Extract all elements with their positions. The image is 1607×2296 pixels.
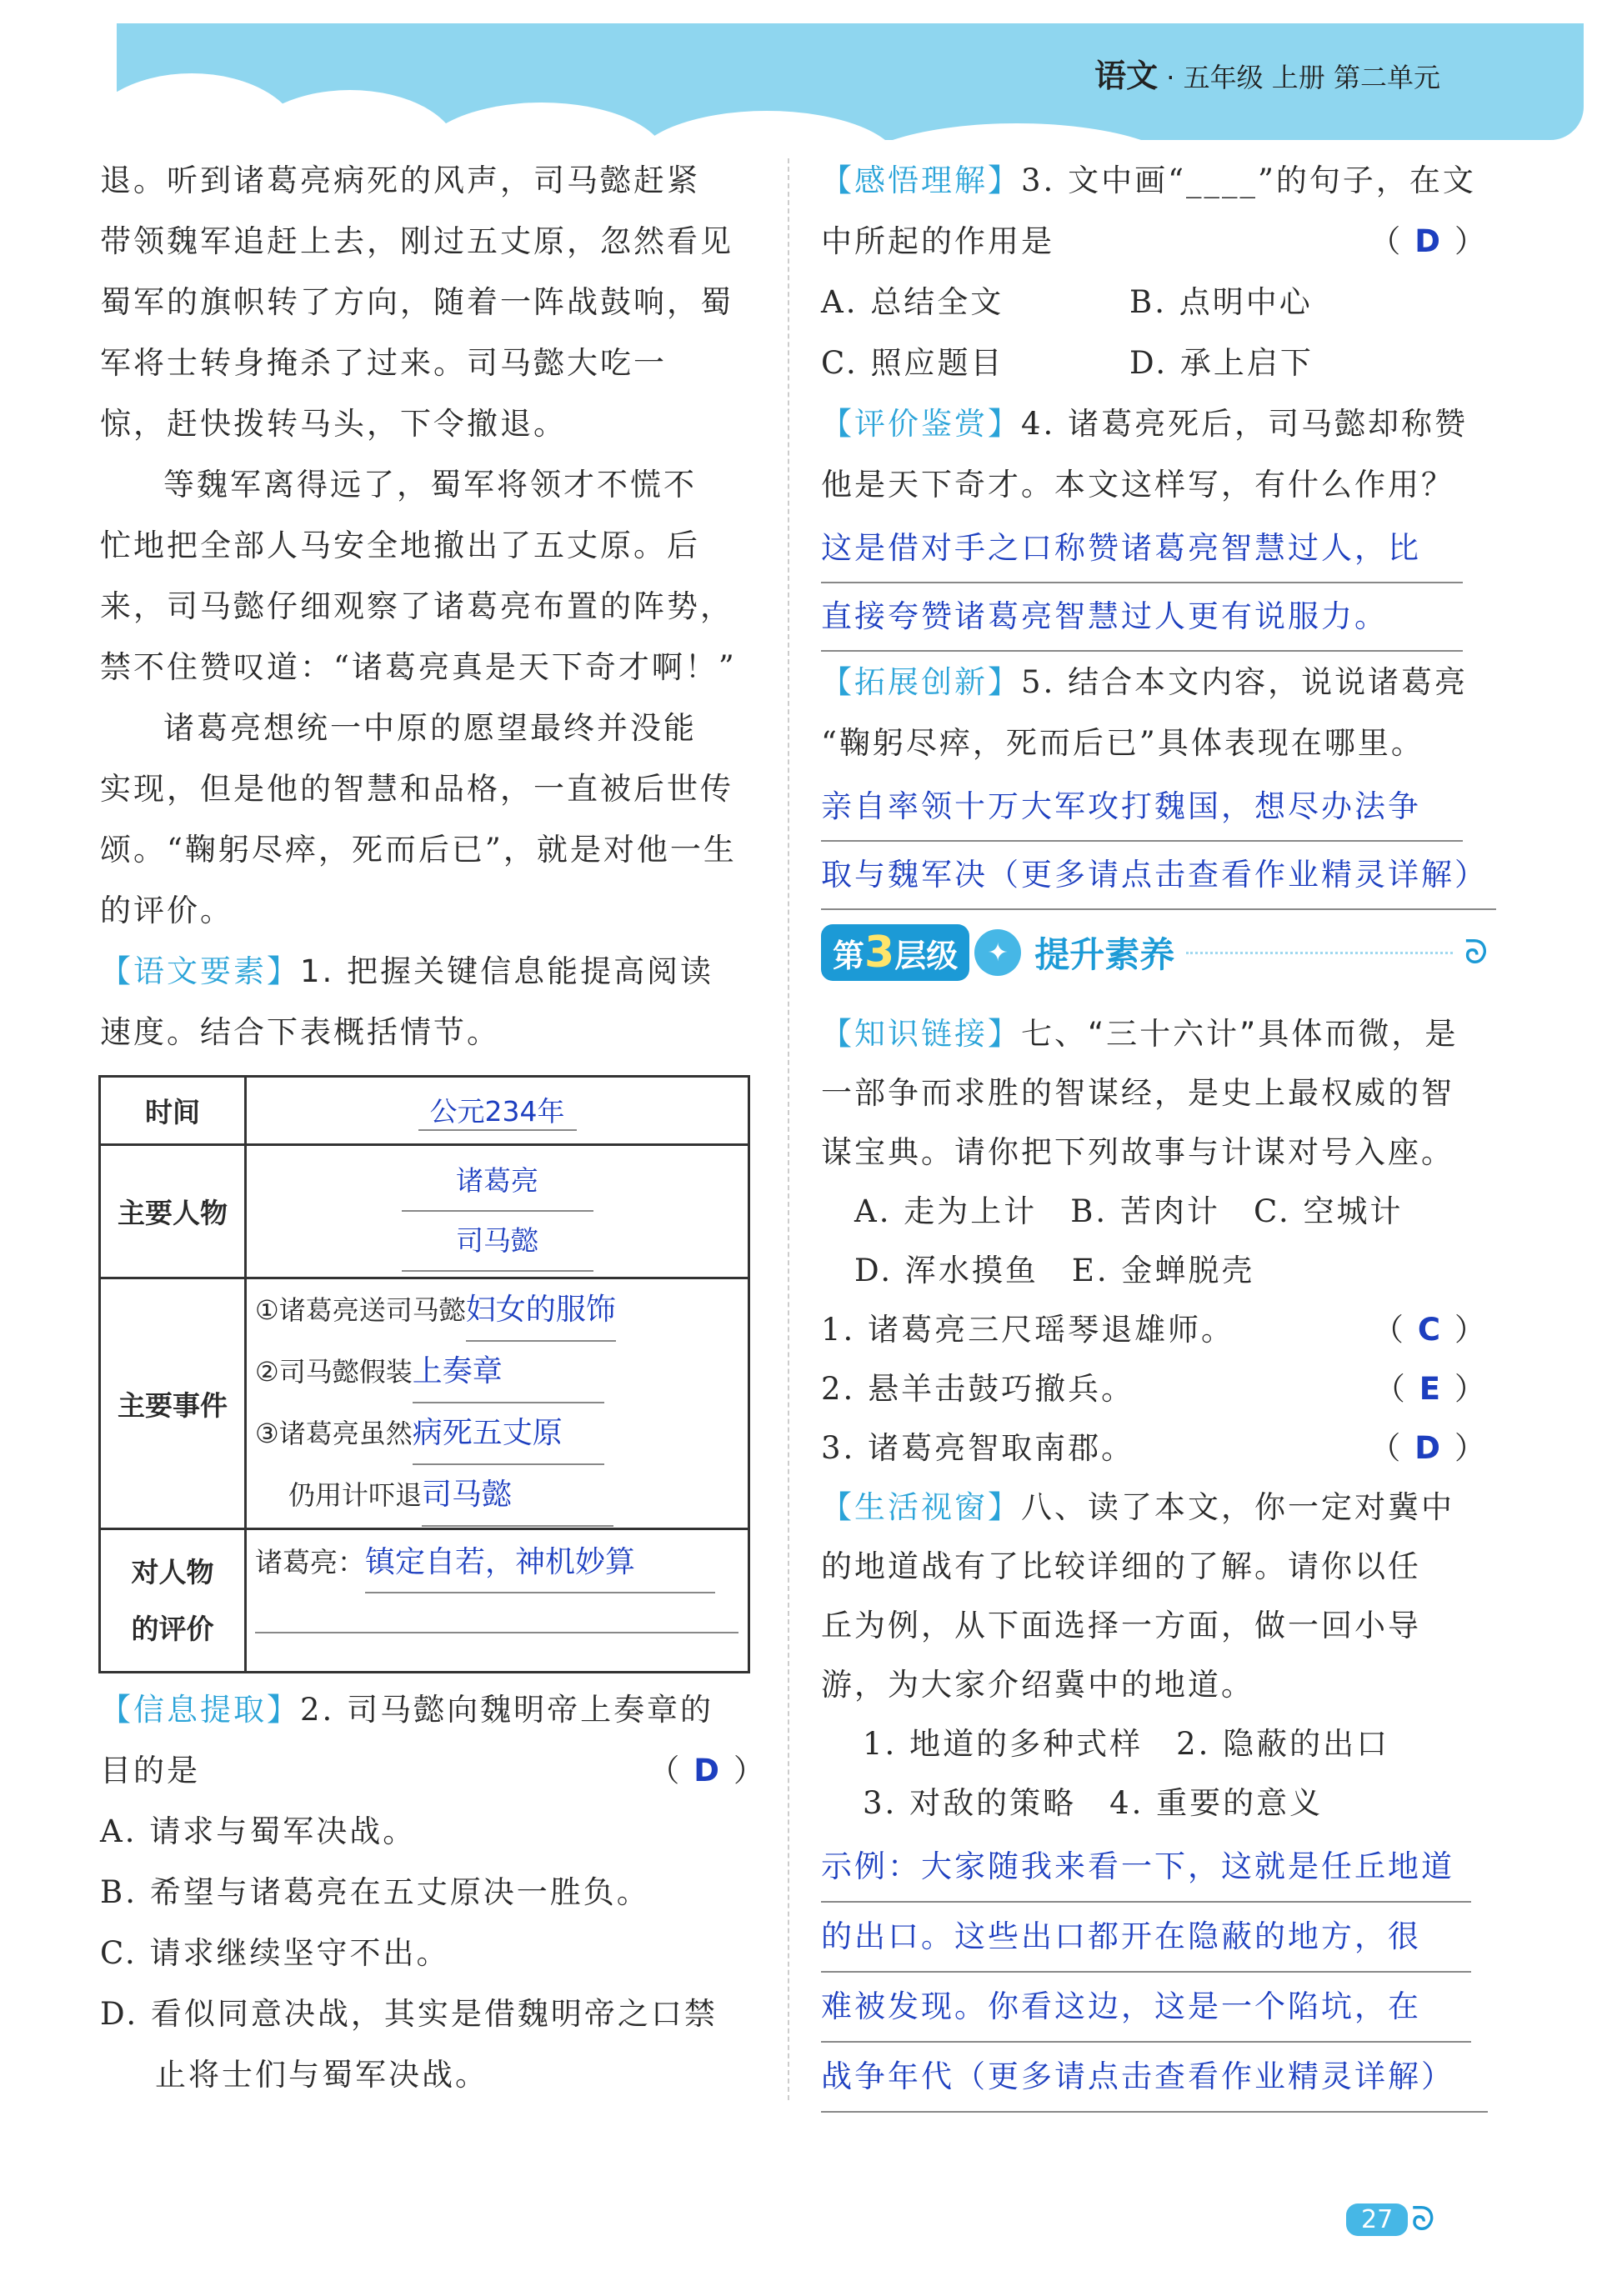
question-text: 中所起的作用是 (821, 223, 1054, 259)
option-a: A. 总结全文 (821, 284, 1004, 320)
event-prefix: ②司马懿假装 (255, 1356, 413, 1388)
header-subject: 语文 (1094, 58, 1159, 94)
right-column-text (821, 150, 1488, 910)
question-text: 1. 把握关键信息能提高阅读 (300, 953, 714, 989)
answer-line: 直接夸赞诸葛亮智慧过人更有说服力。 (821, 583, 1463, 652)
answer-choice: C (1417, 1312, 1443, 1348)
paren-open: （ (1374, 1371, 1408, 1407)
question-tag: 【生活视窗】 (821, 1489, 1021, 1525)
text-line: 颂。“鞠躬尽瘁，死而后已”，就是对他一生 (100, 832, 737, 868)
question-text: 八、读了本文，你一定对冀中 (1021, 1489, 1454, 1525)
question-4 (821, 393, 1488, 652)
answer-choice: D (693, 1753, 722, 1788)
answer-time: 公元234年 (418, 1090, 577, 1131)
right-column-lower (821, 1004, 1488, 2113)
answer-line: 战争年代（更多请点击查看作业精灵详解） (821, 2043, 1488, 2113)
paren-open: （ (1372, 1312, 1406, 1348)
answer-paren (648, 1740, 767, 1801)
question-text: 游，为大家介绍冀中的地道。 (821, 1667, 1254, 1703)
level-badge (821, 924, 969, 981)
question-tag: 【信息提取】 (100, 1692, 300, 1728)
answer-line: 示例：大家随我来看一下，这就是任丘地道 (821, 1833, 1471, 1903)
paren-close: ） (1454, 1430, 1488, 1466)
lightbulb-icon: ✦ (974, 929, 1021, 976)
question-2 (100, 1679, 767, 2105)
level-label: 第 (833, 938, 865, 974)
paragraph (100, 150, 767, 454)
header-unit: 第二单元 (1333, 62, 1440, 93)
question-tag: 【评价鉴赏】 (821, 406, 1021, 442)
answer-line: 这是借对手之口称赞诸葛亮智慧过人，比 (821, 515, 1463, 583)
question-text: 3. 文中画“____”的句子，在文 (1021, 163, 1476, 198)
level-banner (821, 923, 1488, 982)
option-a: A. 请求与蜀军决战。 (100, 1813, 417, 1849)
question-text: “鞠躬尽瘁，死而后已”具体表现在哪里。 (821, 725, 1424, 761)
text-line: 忙地把全部人马安全地撤出了五丈原。后 (100, 528, 700, 563)
answer-evaluation: 镇定自若，神机妙算 (365, 1533, 715, 1593)
question-text: 七、“三十六计”具体而微，是 (1021, 1016, 1459, 1052)
question-text: 速度。结合下表概括情节。 (100, 1014, 500, 1050)
paragraph (100, 515, 767, 698)
swirl-icon: ᘐ (1464, 933, 1488, 972)
table-label-events: 主要事件 (100, 1278, 246, 1529)
text-line: 来，司马懿仔细观察了诸葛亮布置的阵势， (100, 588, 733, 624)
paren-close: ） (733, 1753, 767, 1788)
level-number: 3 (864, 928, 895, 978)
text-line: 惊，赶快拨转马头，下令撤退。 (100, 406, 567, 442)
paragraph (100, 698, 767, 758)
text-line: 军将士转身掩杀了过来。司马懿大吃一 (100, 345, 667, 381)
question-text: 一部争而求胜的智谋经，是史上最权威的智 (821, 1075, 1454, 1111)
table-label-time: 时间 (100, 1077, 246, 1145)
question-text: 目的是 (100, 1753, 200, 1788)
header-grade: 五年级 (1183, 62, 1264, 93)
answer-person-1: 诸葛亮 (402, 1152, 593, 1212)
paren-open: （ (1369, 1430, 1404, 1466)
text-line: 禁不住赞叹道：“诸葛亮真是天下奇才啊！” (100, 649, 737, 685)
question-text: 他是天下奇才。本文这样写，有什么作用？ (821, 467, 1454, 503)
paren-close: ） (1454, 1371, 1488, 1407)
match-text: 1. 诸葛亮三尺瑶琴退雄师。 (821, 1312, 1235, 1348)
question-8 (821, 1478, 1488, 2113)
strategy-options: A. 走为上计 B. 苦肉计 C. 空城计 (854, 1193, 1404, 1229)
answer-line: 取与魏军决（更多请点击查看作业精灵详解） (821, 842, 1496, 910)
table-label-eval: 对人物 (131, 1555, 214, 1588)
answer-event-1: 妇女的服饰 (466, 1280, 616, 1342)
option-d: D. 承上启下 (1129, 345, 1314, 381)
answer-paren (1369, 211, 1488, 272)
page-number: 27 (1346, 2203, 1408, 2236)
answer-line: 难被发现。你看这边，这是一个陷坑，在 (821, 1973, 1471, 2043)
match-text: 2. 悬羊击鼓巧撤兵。 (821, 1371, 1135, 1407)
topic-options: 3. 对敌的策略 4. 重要的意义 (863, 1785, 1324, 1821)
swirl-icon: ᘐ (1411, 2200, 1435, 2238)
match-item (821, 1359, 1488, 1418)
text-line: 退。听到诸葛亮病死的风声，司马懿赶紧 (100, 163, 700, 198)
dotted-divider (1186, 952, 1453, 954)
answer-line: 的出口。这些出口都开在隐蔽的地方，很 (821, 1903, 1471, 1973)
match-text: 3. 诸葛亮智取南郡。 (821, 1430, 1135, 1466)
blank-line (255, 1593, 738, 1633)
text-line: 诸葛亮想统一中原的愿望最终并没能 (163, 710, 697, 746)
answer-choice: D (1414, 223, 1443, 259)
eval-prefix: 诸葛亮： (255, 1546, 365, 1578)
question-tag: 【知识链接】 (821, 1016, 1021, 1052)
text-line: 等魏军离得远了，蜀军将领才不慌不 (163, 467, 697, 503)
option-d: D. 看似同意决战，其实是借魏明帝之口禁 (100, 1996, 718, 2032)
question-text: 的地道战有了比较详细的了解。请你以任 (821, 1548, 1421, 1584)
table-label-people: 主要人物 (100, 1145, 246, 1278)
topic-options: 1. 地道的多种式样 2. 隐蔽的出口 (863, 1726, 1390, 1762)
answer-event-3: 病死五丈原 (413, 1403, 604, 1465)
option-b: B. 点明中心 (1129, 284, 1313, 320)
paren-close: ） (1454, 1312, 1488, 1348)
text-line: 带领魏军追赶上去，刚过五丈原，忽然看见 (100, 223, 733, 259)
level-label: 层级 (894, 938, 959, 974)
answer-line: 亲自率领十万大军攻打魏国，想尽办法争 (821, 773, 1463, 842)
paren-open: （ (1369, 223, 1404, 259)
table-label-eval: 的评价 (131, 1612, 214, 1645)
question-text: 丘为例，从下面选择一方面，做一回小导 (821, 1608, 1421, 1643)
answer-choice: D (1414, 1430, 1443, 1466)
cloud-decoration (850, 123, 1184, 140)
header-title (1094, 50, 1440, 96)
paragraph (100, 758, 767, 941)
paren-close: ） (1454, 223, 1488, 259)
question-3 (821, 150, 1488, 393)
question-5 (821, 652, 1488, 910)
event-prefix: ③诸葛亮虽然 (255, 1418, 413, 1449)
cloud-decoration (633, 111, 900, 140)
text-line: 蜀军的旗帜转了方向，随着一阵战鼓响，蜀 (100, 284, 733, 320)
paren-open: （ (648, 1753, 683, 1788)
question-tag: 【感悟理解】 (821, 163, 1021, 198)
plot-summary-table (98, 1075, 750, 1673)
match-item (821, 1300, 1488, 1359)
option-d-cont: 止将士们与蜀军决战。 (155, 2057, 488, 2093)
question-text: 4. 诸葛亮死后，司马懿却称赞 (1021, 406, 1469, 442)
strategy-options: D. 浑水摸鱼 E. 金蝉脱壳 (854, 1253, 1255, 1288)
question-tag: 【语文要素】 (100, 953, 300, 989)
header-dot: · (1166, 62, 1175, 93)
option-b: B. 希望与诸葛亮在五丈原决一胜负。 (100, 1874, 650, 1910)
answer-event-4: 司马懿 (422, 1465, 613, 1527)
answer-person-2: 司马懿 (402, 1212, 593, 1272)
question-1 (100, 941, 767, 1063)
option-c: C. 照应题目 (821, 345, 1004, 381)
answer-event-2: 上奏章 (413, 1342, 604, 1403)
page-number-block (1346, 2200, 1434, 2238)
question-tag: 【拓展创新】 (821, 664, 1021, 700)
column-divider (788, 158, 789, 2100)
text-line: 的评价。 (100, 893, 233, 928)
paragraph (100, 454, 767, 515)
question-text: 2. 司马懿向魏明帝上奏章的 (300, 1692, 714, 1728)
event-prefix: ①诸葛亮送司马懿 (255, 1294, 466, 1326)
level-title: 提升素养 (1034, 934, 1175, 975)
cloud-decoration (417, 103, 667, 140)
question-7 (821, 1004, 1488, 1478)
answer-choice: E (1419, 1371, 1443, 1407)
question-text: 5. 结合本文内容，说说诸葛亮 (1021, 664, 1469, 700)
option-c: C. 请求继续坚守不出。 (100, 1935, 450, 1971)
header-volume: 上册 (1271, 62, 1325, 93)
left-column-text (100, 150, 767, 1063)
question-text: 谋宝典。请你把下列故事与计谋对号入座。 (821, 1134, 1454, 1170)
event-prefix: 仍用计吓退 (288, 1479, 423, 1511)
text-line: 实现，但是他的智慧和品格，一直被后世传 (100, 771, 733, 807)
match-item (821, 1418, 1488, 1478)
